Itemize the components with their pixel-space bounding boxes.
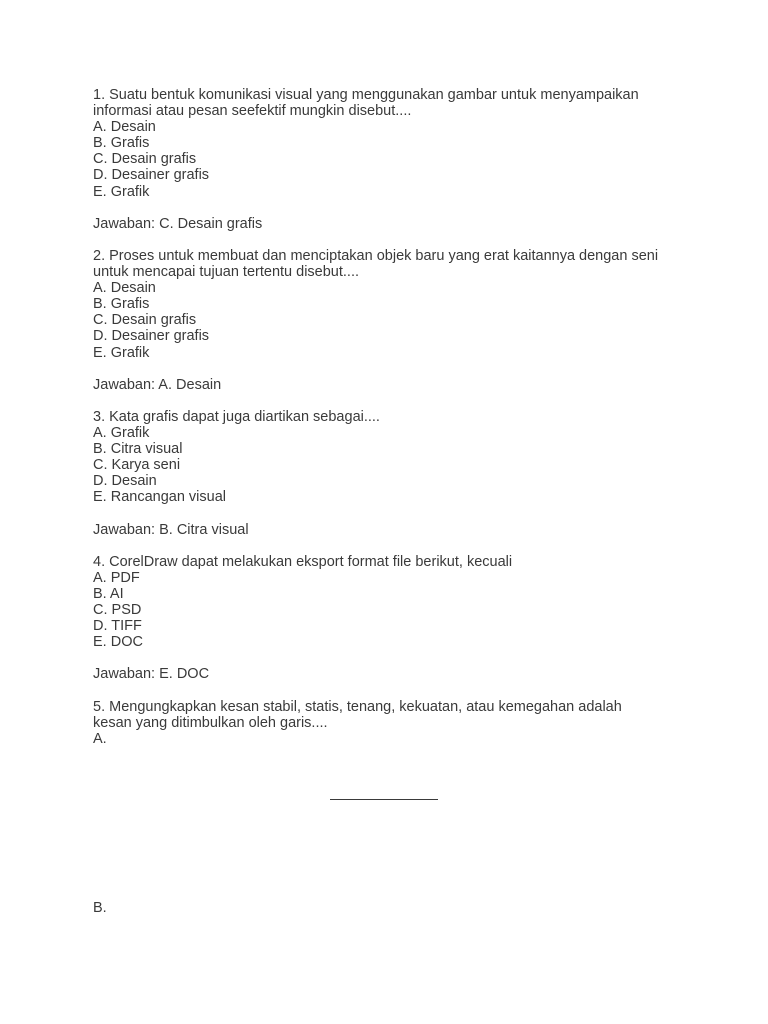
- answer-key: Jawaban: E. DOC: [93, 666, 210, 683]
- answer-option: B. AI: [93, 585, 124, 602]
- question-text: 3. Kata grafis dapat juga diartikan sebagai....: [93, 408, 380, 425]
- answer-key: Jawaban: B. Citra visual: [93, 521, 249, 538]
- spacer: [93, 505, 713, 521]
- answer-option: C. Karya seni: [93, 457, 181, 474]
- question-block: [93, 554, 713, 699]
- question-text: kesan yang ditimbulkan oleh garis....: [93, 714, 328, 731]
- spacer: [93, 200, 713, 216]
- answer-option: E. DOC: [93, 634, 143, 651]
- spacer: [93, 650, 713, 666]
- question-text: 5. Mengungkapkan kesan stabil, statis, tenang, kekuatan, atau kemegahan adalah: [93, 698, 622, 715]
- answer-option: A. Desain: [93, 280, 156, 297]
- answer-key: Jawaban: A. Desain: [93, 376, 222, 393]
- question-text: informasi atau pesan seefektif mungkin disebut....: [93, 103, 412, 120]
- question-text: untuk mencapai tujuan tertentu disebut....: [93, 264, 360, 281]
- answer-option: B.: [93, 900, 107, 916]
- question-block: [93, 87, 713, 248]
- answer-option: C. Desain grafis: [93, 312, 197, 329]
- answer-option: D. Desainer grafis: [93, 328, 210, 345]
- answer-option: D. Desain: [93, 473, 157, 490]
- answer-option: A. Desain: [93, 119, 156, 136]
- answer-option: A.: [93, 730, 107, 747]
- question-block: [93, 699, 713, 747]
- answer-option: A. Grafik: [93, 424, 150, 441]
- answer-key: Jawaban: C. Desain grafis: [93, 215, 263, 232]
- spacer: [93, 538, 713, 554]
- spacer: [93, 361, 713, 377]
- answer-option: E. Rancangan visual: [93, 489, 226, 506]
- answer-option: B. Grafis: [93, 296, 150, 313]
- question-text: 1. Suatu bentuk komunikasi visual yang menggunakan gambar untuk menyampaikan: [93, 87, 639, 103]
- spacer: [93, 682, 713, 698]
- horizontal-line-figure: [330, 799, 438, 800]
- spacer: [93, 393, 713, 409]
- question-text: 2. Proses untuk membuat dan menciptakan objek baru yang erat kaitannya dengan seni: [93, 247, 659, 264]
- answer-option: C. PSD: [93, 602, 142, 618]
- question-text: 4. CorelDraw dapat melakukan eksport format file berikut, kecuali: [93, 553, 513, 570]
- answer-option: A. PDF: [93, 569, 140, 586]
- question-block: [93, 409, 713, 554]
- answer-option: D. Desainer grafis: [93, 167, 210, 184]
- answer-option: B. Citra visual: [93, 441, 183, 458]
- document-body: [93, 87, 713, 747]
- answer-option: B. Grafis: [93, 135, 150, 152]
- answer-option: E. Grafik: [93, 183, 150, 200]
- answer-option: E. Grafik: [93, 344, 150, 361]
- answer-option: D. TIFF: [93, 618, 142, 635]
- spacer: [93, 232, 713, 248]
- question-block: [93, 248, 713, 409]
- answer-option: C. Desain grafis: [93, 151, 197, 168]
